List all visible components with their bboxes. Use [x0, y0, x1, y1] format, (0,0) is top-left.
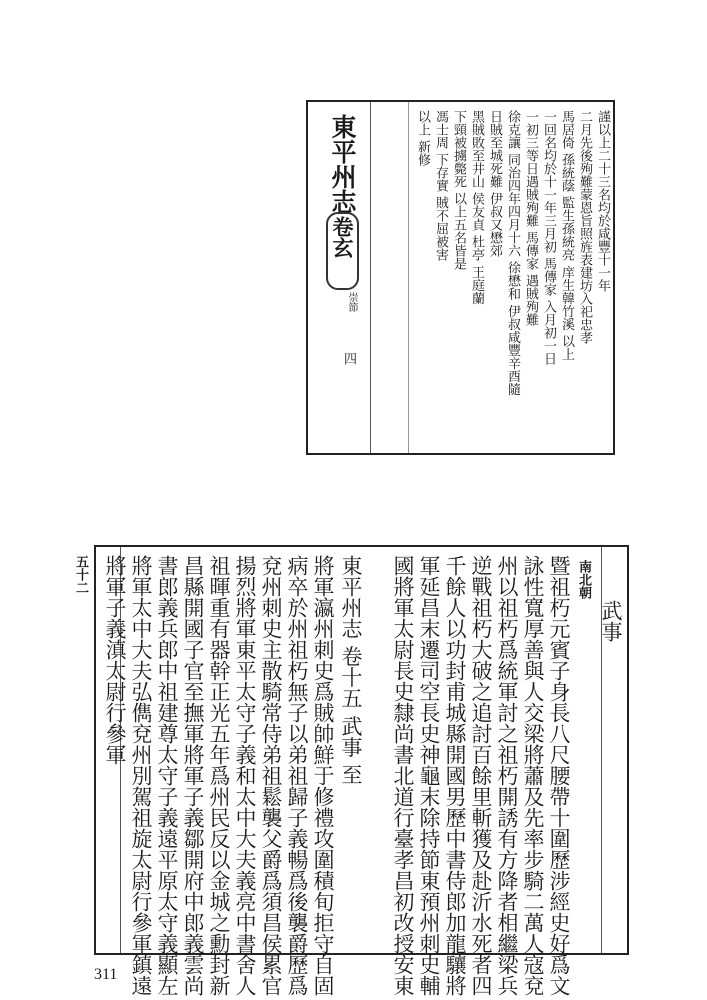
upper-col-0: 謹以上二十三名均於咸豐十一年: [594, 110, 610, 292]
lower-col-4: 州以祖朽爲統軍討之祖朽開誘有方降者相繼梁兵: [495, 555, 519, 996]
upper-col-10: 以上 新修: [414, 110, 430, 167]
lower-col-10: 將軍瀛州刺史爲賊帥鮮于修禮攻圍積旬拒守自固: [311, 555, 335, 996]
footer-page-number: 311: [94, 966, 118, 983]
upper-col-5: 徐克讓 同治四年四月十六 徐懋和 伊叔咸豐辛酉隨: [504, 110, 520, 396]
lower-col-2: 暨祖朽元賓子身長八尺腰帶十圍歷涉經史好爲文: [547, 555, 571, 996]
upper-frame: [306, 100, 615, 455]
lower-col-6: 千餘人以功封甫城縣開國男歷中書侍郎加龍驤將: [443, 555, 467, 996]
upper-col-8: 下頸被擄斃死 以上五名皆是: [450, 110, 466, 271]
lower-col-17: 將軍太中大夫弘儁兗州別駕祖旋太尉行參軍鎮遠: [129, 555, 153, 996]
lower-col-5: 逆戰祖朽大破之追討百餘里斬獲及赴沂水死者四: [469, 555, 493, 996]
lower-col-11: 病卒於州祖朽無子以弟祖歸子義暢爲後襲爵歷爲: [285, 555, 309, 996]
upper-volume-badge: 卷玄: [326, 212, 359, 290]
lower-col-14: 祖暉重有器幹正光五年爲州民反以金城之勳封新: [207, 555, 231, 996]
upper-col-6: 日賊至城死難 伊叔又懋郊: [486, 110, 502, 258]
lower-col-18: 將軍子義滇太尉行參軍: [103, 555, 127, 765]
lower-col-0: 武事: [599, 600, 623, 642]
upper-title-divider: [370, 102, 371, 453]
lower-col-13: 揚烈將軍東平太守子義和太中大夫義亮中書舍人: [233, 555, 257, 996]
upper-bottom-char: 四: [340, 352, 356, 365]
lower-col-15: 昌縣開國子官至撫軍將軍子義鄒開府中郎義雲尚: [181, 555, 205, 996]
lower-col-9: 東平州志 卷十五 武事 至: [339, 555, 363, 786]
lower-page-number: 五十二: [72, 555, 88, 594]
upper-col-2: 馬居倚 孫統蔭 監生孫統亮 庠生韓竹溪 以上: [558, 110, 574, 361]
upper-col-7: 黑賊敗至井山 侯友貞 杜亭 王庭蘭: [468, 110, 484, 305]
upper-col-3: 一回名均於十一年三月初 馬傳家 入月初一日: [540, 110, 556, 366]
upper-divider-1: [408, 102, 409, 453]
upper-col-4: 一初三等日遇賊殉難 馬傳家 遇賊殉難: [522, 110, 538, 327]
lower-col-8: 國將軍太尉長史隸尚書北道行臺孝昌初改授安東: [391, 555, 415, 996]
upper-title: 東平州志: [328, 114, 357, 214]
lower-col-3: 詠性寬厚善與人交梁將蕭及先率步騎二萬人寇兗: [521, 555, 545, 996]
lower-col-1: 南北朝: [575, 560, 591, 599]
lower-col-7: 軍延昌末遷司空長史神龜末除持節東預州刺史輔: [417, 555, 441, 996]
upper-small-label: 崇節: [346, 292, 357, 312]
upper-col-1: 二月先後殉難蒙恩旨照旌表建坊入祀忠孝: [576, 110, 592, 344]
lower-col-16: 書郎義兵郎中祖建尊太守子義遠平原太守義顯左: [155, 555, 179, 996]
lower-col-12: 兗州刺史主散騎常侍弟祖鬆襲父爵爲須昌侯累官: [259, 555, 283, 996]
upper-col-9: 馮士周 下存實 賊不屈被害: [432, 110, 448, 262]
